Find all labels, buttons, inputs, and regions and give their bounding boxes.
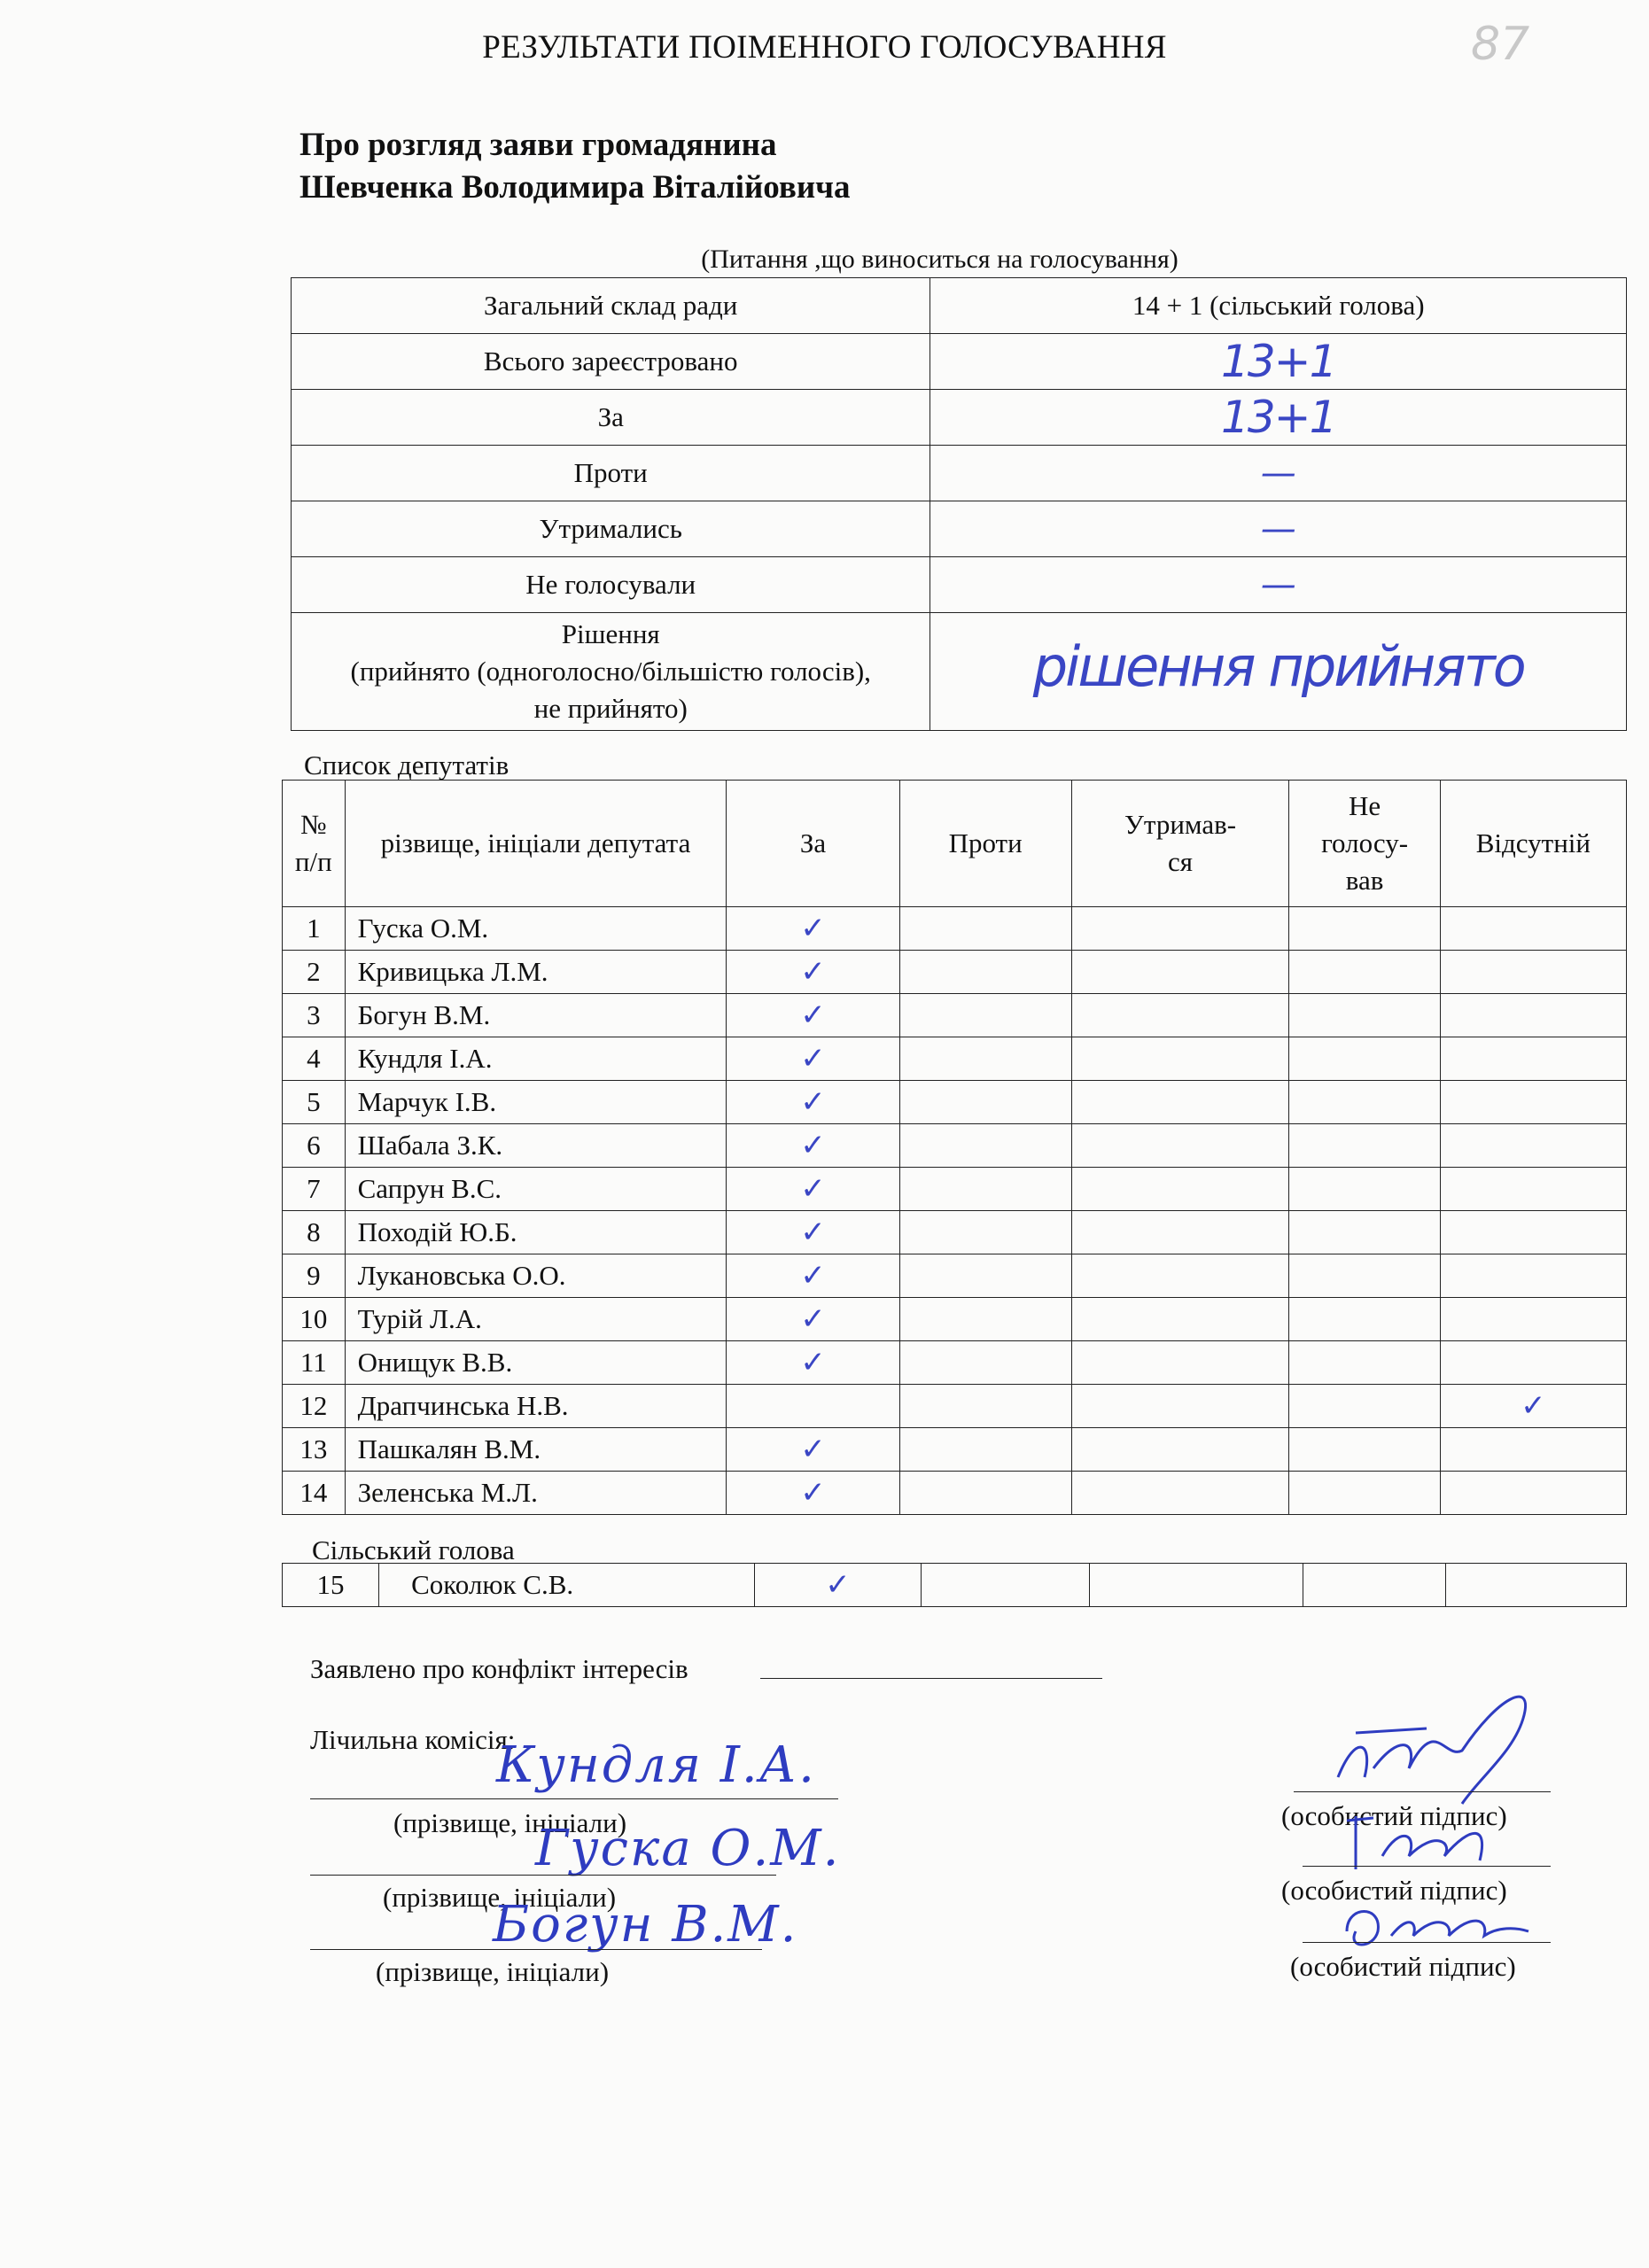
col-header-name: різвище, ініціали депутата — [345, 781, 727, 907]
for-value-cell — [930, 390, 1627, 446]
check-mark-icon: ✓ — [800, 1128, 826, 1163]
vote-cell-not-voted — [1289, 1254, 1440, 1298]
vote-cell-not-voted — [1289, 1037, 1440, 1081]
check-mark-icon: ✓ — [800, 1215, 826, 1250]
col-header-abstained-line-2: ся — [1168, 846, 1194, 877]
check-mark-icon: ✓ — [800, 1301, 826, 1337]
vote-cell-absent — [1440, 907, 1626, 951]
col-header-abstained — [1071, 781, 1289, 907]
table-row — [283, 1385, 1627, 1428]
vote-cell-for — [727, 1254, 899, 1298]
abstained-label: Утримались — [292, 501, 930, 557]
deputy-rows — [283, 907, 1627, 1515]
deputy-name: Гуска О.М. — [345, 907, 727, 951]
col-header-number-line-2: п/п — [294, 846, 332, 877]
deputy-name: Кривицька Л.М. — [345, 951, 727, 994]
against-value: — — [1260, 453, 1296, 493]
col-header-not-voted-line-2: голосу- — [1321, 827, 1409, 858]
summary-row-total — [292, 278, 1627, 334]
vote-cell-absent — [1440, 1124, 1626, 1168]
vote-cell-for — [727, 1081, 899, 1124]
vote-cell-for — [727, 1341, 899, 1385]
subject-line-1: Про розгляд заяви громадянина — [299, 127, 777, 163]
against-label: Проти — [292, 446, 930, 501]
vote-cell-abstained — [1071, 1298, 1289, 1341]
table-row — [283, 1124, 1627, 1168]
deputy-name: Турій Л.А. — [345, 1298, 727, 1341]
vote-cell-against — [899, 1211, 1071, 1254]
village-head-abstained-cell — [1089, 1564, 1303, 1607]
deputy-name: Сапрун В.С. — [345, 1168, 727, 1211]
vote-cell-for — [727, 1298, 899, 1341]
deputy-number: 1 — [283, 907, 346, 951]
vote-cell-for — [727, 1124, 899, 1168]
vote-cell-against — [899, 1168, 1071, 1211]
col-header-not-voted-line-3: вав — [1345, 865, 1384, 896]
commission-name-line-1 — [310, 1798, 838, 1799]
subject-line-2: Шевченка Володимира Віталійовича — [299, 169, 851, 206]
conflict-of-interest-label: Заявлено про конфлікт інтересів — [310, 1653, 688, 1684]
deputy-number: 6 — [283, 1124, 346, 1168]
vote-cell-against — [899, 1037, 1071, 1081]
vote-cell-abstained — [1071, 1168, 1289, 1211]
table-row — [283, 1341, 1627, 1385]
deputy-number: 5 — [283, 1081, 346, 1124]
summary-row-for — [292, 390, 1627, 446]
vote-cell-against — [899, 1472, 1071, 1515]
vote-cell-against — [899, 907, 1071, 951]
not-voted-value-cell — [930, 557, 1627, 613]
table-row — [283, 1168, 1627, 1211]
vote-cell-not-voted — [1289, 1124, 1440, 1168]
village-head-section-label: Сільський голова — [312, 1534, 515, 1565]
vote-cell-not-voted — [1289, 951, 1440, 994]
decision-label-line-2: (прийнято (одноголосно/більшістю голосів), — [350, 656, 871, 687]
commission-name-line-3 — [310, 1949, 762, 1950]
check-mark-icon: ✓ — [800, 998, 826, 1033]
deputy-name: Богун В.М. — [345, 994, 727, 1037]
commission-label: Лічильна комісія: — [310, 1724, 516, 1755]
deputy-number: 13 — [283, 1428, 346, 1472]
deputy-number: 8 — [283, 1211, 346, 1254]
vote-cell-not-voted — [1289, 994, 1440, 1037]
commission-member-1-handwritten: Кундля І.А. — [496, 1736, 816, 1794]
vote-cell-for — [727, 1385, 899, 1428]
against-value-cell — [930, 446, 1627, 501]
vote-cell-against — [899, 994, 1071, 1037]
vote-cell-absent — [1440, 1081, 1626, 1124]
signature-line-3 — [1303, 1942, 1551, 1943]
village-head-absent-cell — [1445, 1564, 1626, 1607]
decision-value-cell — [930, 613, 1627, 731]
registered-label: Всього зареєстровано — [292, 334, 930, 390]
vote-cell-against — [899, 1428, 1071, 1472]
commission-name-line-2 — [310, 1875, 776, 1876]
table-row — [283, 1037, 1627, 1081]
vote-cell-for — [727, 907, 899, 951]
check-mark-icon: ✓ — [800, 1084, 826, 1120]
vote-cell-absent — [1440, 951, 1626, 994]
check-mark-icon: ✓ — [800, 1041, 826, 1076]
vote-cell-absent — [1440, 1037, 1626, 1081]
vote-cell-for — [727, 994, 899, 1037]
handwritten-page-number: 87 — [1471, 18, 1530, 71]
check-mark-icon: ✓ — [800, 1345, 826, 1380]
deputy-number: 10 — [283, 1298, 346, 1341]
vote-cell-absent — [1440, 1472, 1626, 1515]
village-head-table — [282, 1563, 1627, 1607]
signature-caption-3: (особистий підпис) — [1290, 1951, 1516, 1982]
deputy-name: Походій Ю.Б. — [345, 1211, 727, 1254]
table-row — [283, 1472, 1627, 1515]
decision-label — [292, 613, 930, 731]
table-row — [283, 1298, 1627, 1341]
vote-cell-absent — [1440, 1385, 1626, 1428]
vote-cell-absent — [1440, 1254, 1626, 1298]
vote-cell-against — [899, 1341, 1071, 1385]
registered-value: 13+1 — [1221, 336, 1336, 387]
not-voted-value: — — [1260, 564, 1296, 605]
commission-member-2-handwritten: Гуска О.М. — [535, 1820, 841, 1877]
check-mark-icon: ✓ — [800, 1171, 826, 1207]
table-row — [283, 907, 1627, 951]
summary-row-registered — [292, 334, 1627, 390]
deputy-number: 14 — [283, 1472, 346, 1515]
question-caption: (Питання ,що виноситься на голосування) — [701, 245, 1178, 274]
check-mark-icon: ✓ — [800, 954, 826, 990]
vote-cell-abstained — [1071, 1254, 1289, 1298]
vote-cell-absent — [1440, 1211, 1626, 1254]
vote-cell-abstained — [1071, 907, 1289, 951]
table-row — [283, 1254, 1627, 1298]
col-header-against: Проти — [899, 781, 1071, 907]
vote-cell-not-voted — [1289, 1081, 1440, 1124]
deputy-name: Лукановська О.О. — [345, 1254, 727, 1298]
signature-caption-1: (особистий підпис) — [1281, 1800, 1507, 1831]
table-row — [283, 1081, 1627, 1124]
vote-cell-against — [899, 1385, 1071, 1428]
col-header-number — [283, 781, 346, 907]
signature-line-1 — [1294, 1791, 1551, 1792]
col-header-absent: Відсутній — [1440, 781, 1626, 907]
deputy-name: Кундля І.А. — [345, 1037, 727, 1081]
village-head-name: Соколюк С.В. — [379, 1564, 755, 1607]
name-caption-3: (прізвище, ініціали) — [376, 1956, 610, 1987]
decision-value: рішення прийнято — [1032, 633, 1524, 699]
vote-cell-absent — [1440, 994, 1626, 1037]
check-mark-icon: ✓ — [1521, 1388, 1546, 1424]
signature-caption-2: (особистий підпис) — [1281, 1875, 1507, 1906]
check-mark-icon: ✓ — [800, 1432, 826, 1467]
registered-value-cell — [930, 334, 1627, 390]
check-mark-icon: ✓ — [800, 1475, 826, 1511]
signature-2-icon — [1338, 1807, 1515, 1878]
vote-subject — [299, 124, 851, 209]
deputy-name: Шабала З.К. — [345, 1124, 727, 1168]
village-head-for-cell — [755, 1564, 921, 1607]
vote-cell-against — [899, 951, 1071, 994]
deputies-vote-table — [282, 780, 1627, 1515]
deputy-number: 9 — [283, 1254, 346, 1298]
document-title: РЕЗУЛЬТАТИ ПОІМЕННОГО ГОЛОСУВАННЯ — [482, 29, 1167, 66]
vote-cell-not-voted — [1289, 1298, 1440, 1341]
vote-cell-absent — [1440, 1168, 1626, 1211]
not-voted-label: Не голосували — [292, 557, 930, 613]
vote-cell-not-voted — [1289, 1168, 1440, 1211]
col-header-for: За — [727, 781, 899, 907]
vote-cell-absent — [1440, 1428, 1626, 1472]
vote-cell-not-voted — [1289, 1211, 1440, 1254]
vote-cell-abstained — [1071, 951, 1289, 994]
deputy-name: Драпчинська Н.В. — [345, 1385, 727, 1428]
deputies-section-label: Список депутатів — [304, 750, 509, 781]
vote-cell-not-voted — [1289, 1428, 1440, 1472]
vote-cell-abstained — [1071, 994, 1289, 1037]
vote-cell-abstained — [1071, 1211, 1289, 1254]
vote-cell-abstained — [1071, 1037, 1289, 1081]
abstained-value-cell — [930, 501, 1627, 557]
commission-member-3-handwritten: Богун В.М. — [493, 1896, 798, 1953]
vote-cell-abstained — [1071, 1428, 1289, 1472]
vote-cell-abstained — [1071, 1385, 1289, 1428]
vote-cell-for — [727, 1472, 899, 1515]
deputy-name: Марчук І.В. — [345, 1081, 727, 1124]
table-row — [283, 951, 1627, 994]
deputy-number: 3 — [283, 994, 346, 1037]
vote-cell-absent — [1440, 1298, 1626, 1341]
village-head-row — [283, 1564, 1627, 1607]
deputy-number: 4 — [283, 1037, 346, 1081]
deputy-name: Зеленська М.Л. — [345, 1472, 727, 1515]
col-header-not-voted — [1289, 781, 1440, 907]
deputy-number: 11 — [283, 1341, 346, 1385]
vote-cell-abstained — [1071, 1081, 1289, 1124]
vote-cell-not-voted — [1289, 1341, 1440, 1385]
summary-row-not-voted — [292, 557, 1627, 613]
vote-cell-for — [727, 1428, 899, 1472]
signature-1-icon — [1303, 1680, 1568, 1813]
decision-label-line-1: Рішення — [561, 618, 660, 649]
col-header-number-line-1: № — [300, 809, 327, 840]
vote-cell-against — [899, 1298, 1071, 1341]
vote-cell-against — [899, 1124, 1071, 1168]
deputy-name: Онищук В.В. — [345, 1341, 727, 1385]
table-row — [283, 1428, 1627, 1472]
col-header-abstained-line-1: Утримав- — [1124, 809, 1237, 840]
total-label: Загальний склад ради — [292, 278, 930, 334]
check-mark-icon: ✓ — [800, 911, 826, 946]
name-caption-1: (прізвище, ініціали) — [393, 1807, 627, 1838]
village-head-against-cell — [921, 1564, 1089, 1607]
vote-cell-against — [899, 1081, 1071, 1124]
vote-cell-not-voted — [1289, 1472, 1440, 1515]
signature-line-2 — [1303, 1866, 1551, 1867]
deputy-name: Пашкалян В.М. — [345, 1428, 727, 1472]
name-caption-2: (прізвище, ініціали) — [383, 1882, 617, 1913]
summary-row-decision — [292, 613, 1627, 731]
vote-cell-for — [727, 1168, 899, 1211]
village-head-number: 15 — [283, 1564, 379, 1607]
village-head-not-voted-cell — [1303, 1564, 1445, 1607]
summary-row-abstained — [292, 501, 1627, 557]
conflict-of-interest-line — [760, 1678, 1102, 1679]
deputies-header-row — [283, 781, 1627, 907]
col-header-not-voted-line-1: Не — [1349, 790, 1381, 821]
deputy-number: 12 — [283, 1385, 346, 1428]
vote-cell-for — [727, 1037, 899, 1081]
decision-label-line-3: не прийнято) — [533, 693, 688, 724]
vote-cell-not-voted — [1289, 907, 1440, 951]
signature-3-icon — [1329, 1896, 1533, 1958]
table-row — [283, 1211, 1627, 1254]
deputy-number: 7 — [283, 1168, 346, 1211]
deputy-number: 2 — [283, 951, 346, 994]
abstained-value: — — [1260, 509, 1296, 549]
vote-cell-abstained — [1071, 1472, 1289, 1515]
for-label: За — [292, 390, 930, 446]
check-mark-icon: ✓ — [800, 1258, 826, 1293]
summary-row-against — [292, 446, 1627, 501]
vote-cell-against — [899, 1254, 1071, 1298]
vote-summary-table — [291, 277, 1627, 731]
check-mark-icon: ✓ — [825, 1567, 851, 1603]
vote-cell-for — [727, 951, 899, 994]
total-value: 14 + 1 (сільський голова) — [930, 278, 1627, 334]
vote-cell-not-voted — [1289, 1385, 1440, 1428]
vote-cell-absent — [1440, 1341, 1626, 1385]
table-row — [283, 994, 1627, 1037]
vote-cell-for — [727, 1211, 899, 1254]
vote-cell-abstained — [1071, 1341, 1289, 1385]
vote-cell-abstained — [1071, 1124, 1289, 1168]
for-value: 13+1 — [1221, 392, 1336, 443]
